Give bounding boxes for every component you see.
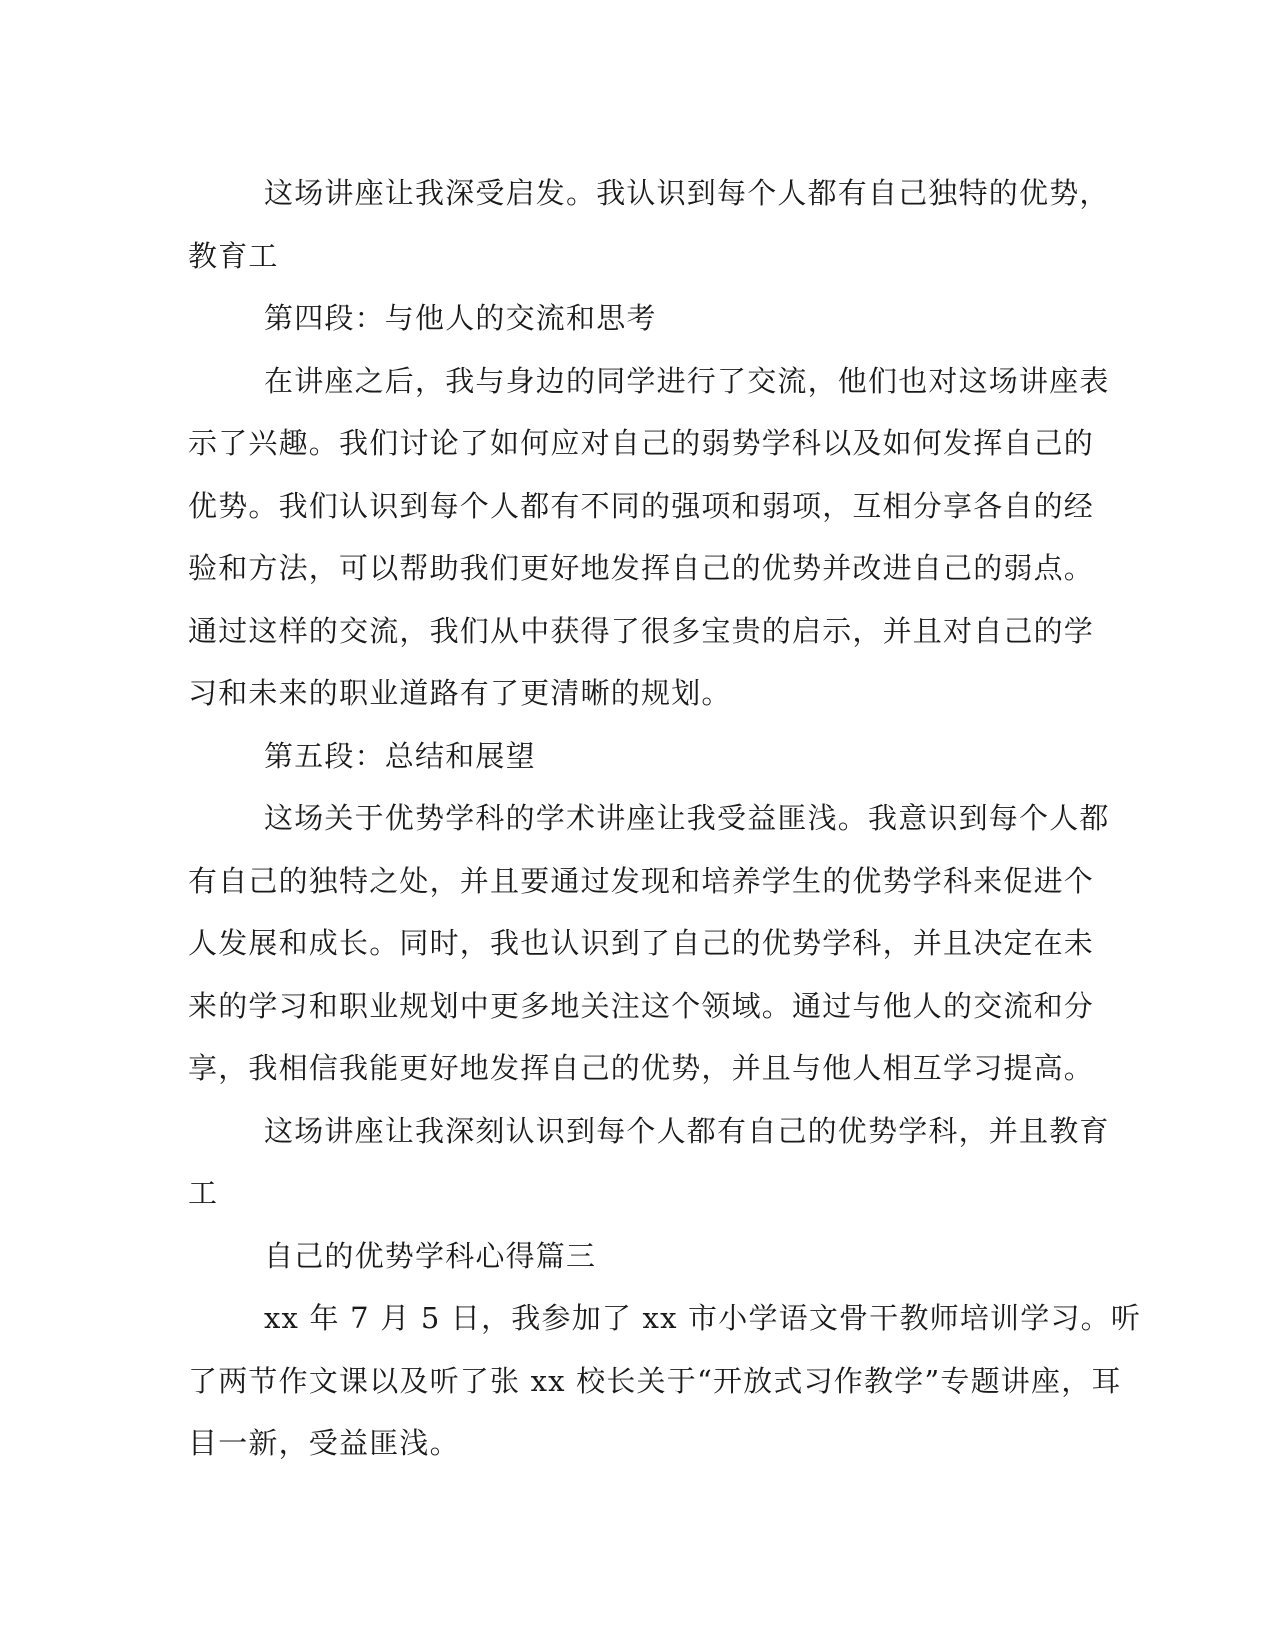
paragraph-line: 优势。我们认识到每个人都有不同的强项和弱项，互相分享各自的经 [188,488,1095,523]
paragraph-line: 这场讲座让我深受启发。我认识到每个人都有自己独特的优势， [264,176,1110,210]
paragraph-line: 享，我相信我能更好地发挥自己的优势，并且与他人相互学习提高。 [188,1051,1095,1085]
paragraph-line: 这场讲座让我深刻认识到每个人都有自己的优势学科，并且教育 [264,1113,1110,1148]
section-heading: 第五段：总结和展望 [264,738,536,773]
paragraph-line: 有自己的独特之处，并且要通过发现和培养学生的优势学科来促进个 [188,863,1095,898]
paragraph-line: 这场关于优势学科的学术讲座让我受益匪浅。我意识到每个人都 [264,801,1110,835]
paragraph-line: 习和未来的职业道路有了更清晰的规划。 [188,676,732,710]
paragraph-line: 在讲座之后，我与身边的同学进行了交流，他们也对这场讲座表 [264,363,1110,398]
section-heading: 自己的优势学科心得篇三 [264,1238,597,1273]
paragraph-line: 教育工 [188,238,279,273]
paragraph-line: 示了兴趣。我们讨论了如何应对自己的弱势学科以及如何发挥自己的 [188,426,1095,460]
section-heading: 第四段：与他人的交流和思考 [264,301,657,335]
document-body [188,162,1142,1475]
paragraph-line: 通过这样的交流，我们从中获得了很多宝贵的启示，并且对自己的学 [188,613,1095,648]
paragraph-line: 验和方法，可以帮助我们更好地发挥自己的优势并改进自己的弱点。 [188,551,1095,585]
paragraph-line: 工 [188,1176,219,1210]
paragraph-line: 人发展和成长。同时，我也认识到了自己的优势学科，并且决定在未 [188,926,1095,960]
paragraph-line: 了两节作文课以及听了张 xx 校长关于“开放式习作教学”专题讲座，耳 [188,1363,1122,1398]
paragraph-line: xx 年 7 月 5 日，我参加了 xx 市小学语文骨干教师培训学习。听 [264,1301,1142,1335]
paragraph-line: 来的学习和职业规划中更多地关注这个领域。通过与他人的交流和分 [188,988,1095,1023]
paragraph-line: 目一新，受益匪浅。 [188,1426,460,1460]
